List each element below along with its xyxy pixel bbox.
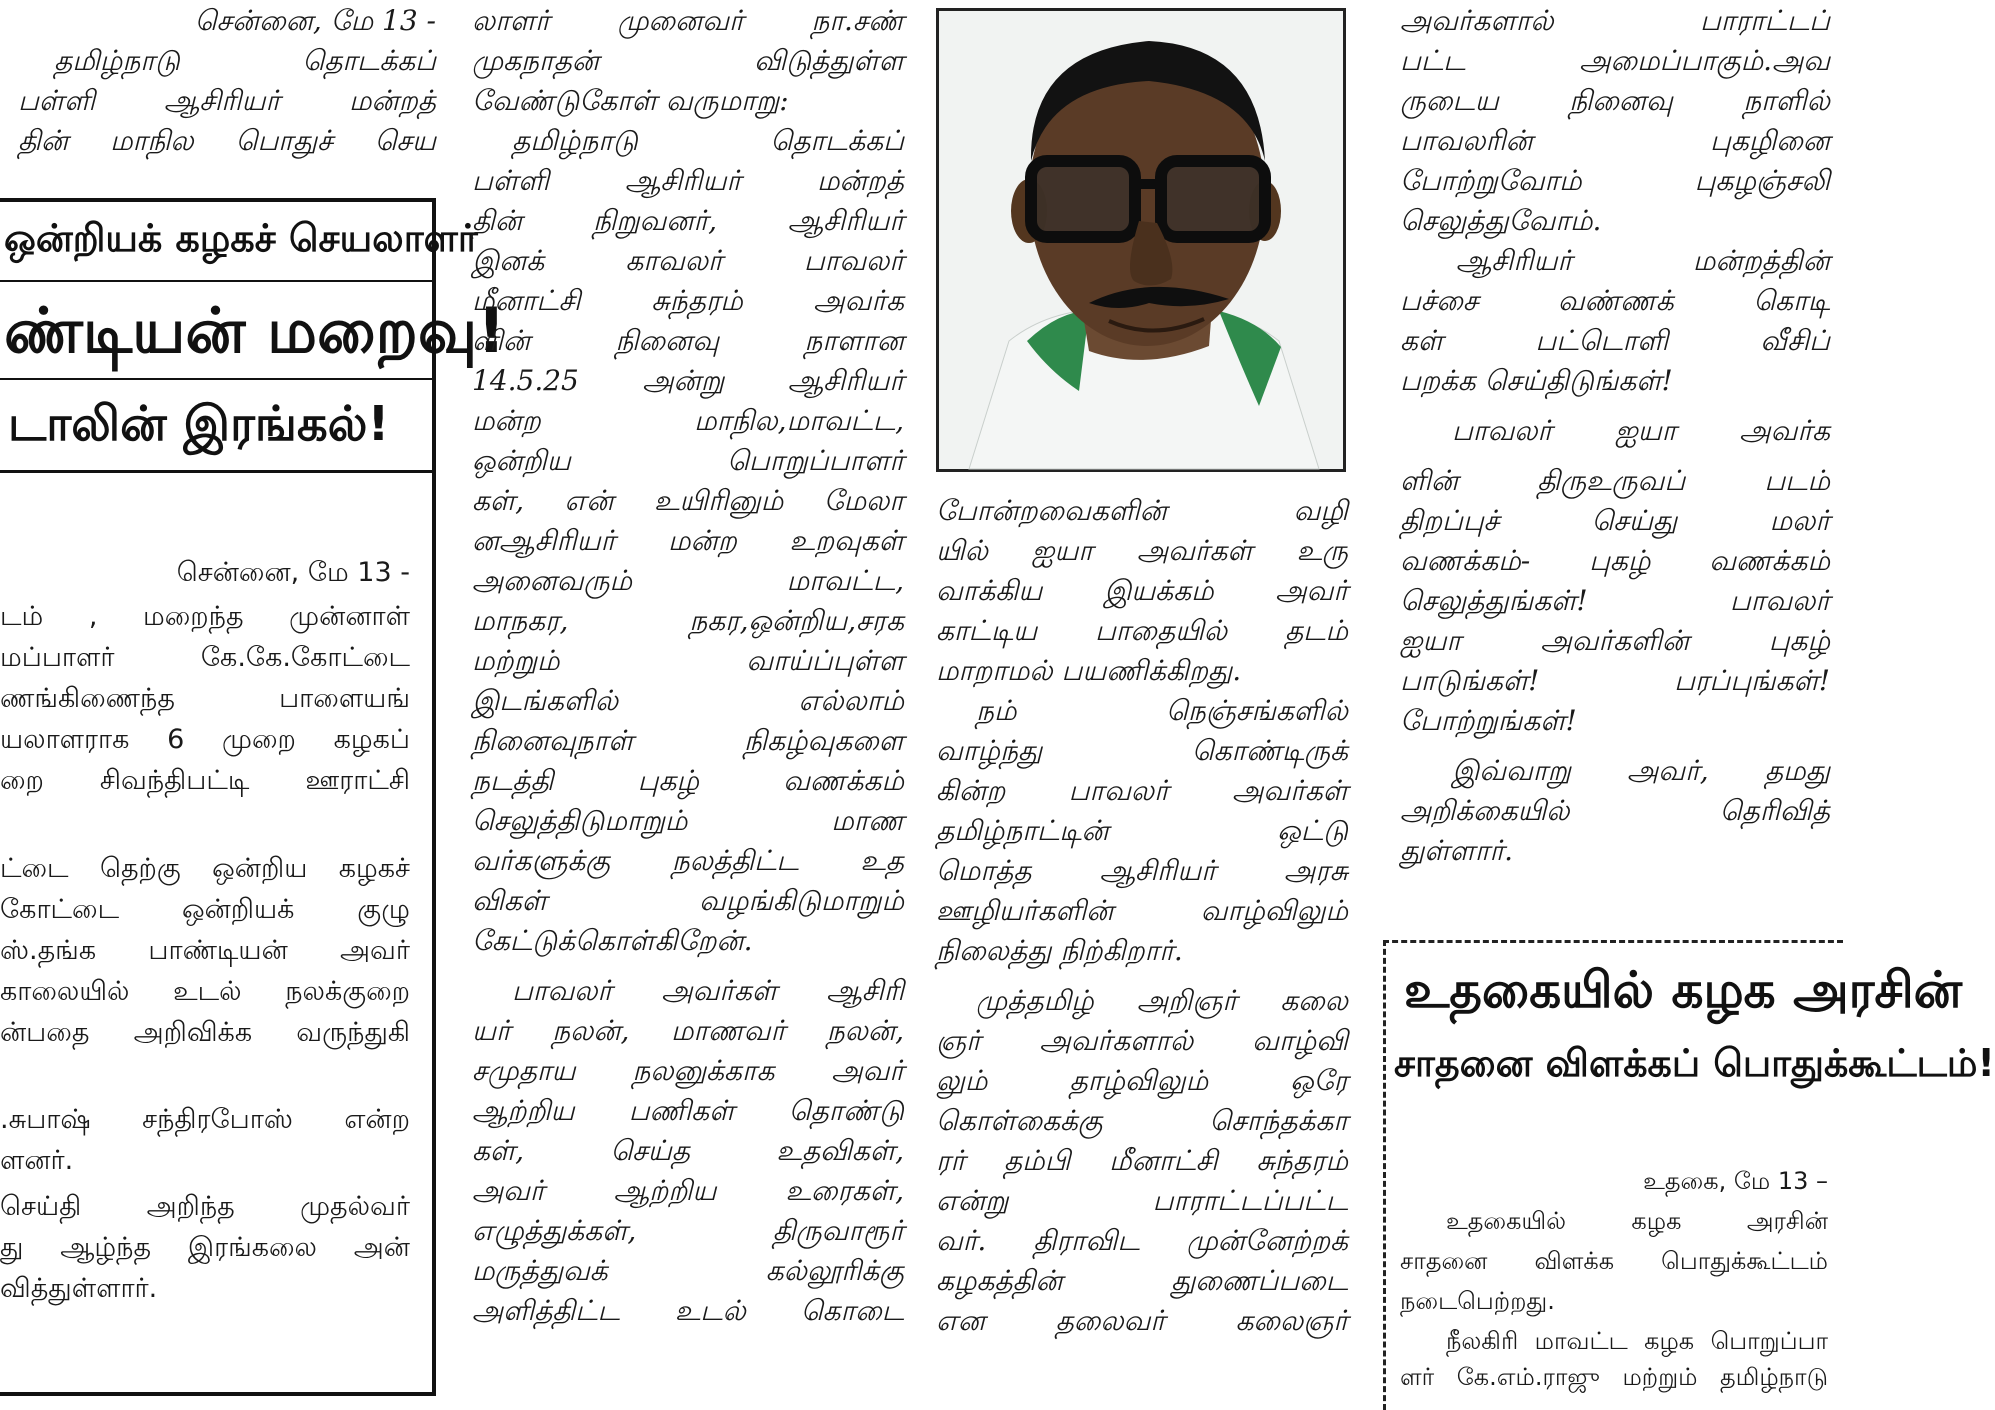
- text-line: தின் மாநில பொதுச் செய: [18, 124, 436, 157]
- text-line: தமிழ்நாடு தொடக்கப்: [512, 124, 904, 157]
- text-line: இவ்வாறு அவர், தமது: [1452, 754, 1830, 787]
- text-line: ரர் தம்பி மீனாட்சி சுந்தரம்: [936, 1144, 1348, 1177]
- text-line: செய்தி அறிந்த முதல்வர்: [0, 1191, 410, 1222]
- text-line: வேண்டுகோள் வருமாறு:: [472, 84, 789, 117]
- news-box-kicker: ஒன்றியக் கழகச் செயலாளர்: [4, 216, 478, 260]
- text-line: வித்துள்ளார்.: [0, 1273, 158, 1304]
- text-line: கழகத்தின் துணைப்படை: [936, 1264, 1348, 1297]
- text-line: ஆசிரியர் மன்றத்தின்: [1456, 244, 1830, 277]
- text-line: வாக்கிய இயக்கம் அவர்: [936, 574, 1348, 607]
- portrait-illustration: [939, 11, 1343, 469]
- text-line: தமிழ்நாடு தொடக்கப்: [54, 44, 436, 77]
- text-line: பறக்க செய்திடுங்கள்!: [1400, 364, 1673, 397]
- text-line: ஞர் அவர்களால் வாழ்வி: [936, 1024, 1348, 1057]
- news-box-subhead: டாலின் இரங்கல்!: [8, 396, 390, 452]
- text-line: முகநாதன் விடுத்துள்ள: [472, 44, 904, 77]
- text-line: கள், என் உயிரினும் மேலா: [472, 484, 904, 517]
- text-line: லாளர் முனைவர் நா.சண்: [472, 4, 904, 37]
- text-line: நிலைத்து நிற்கிறார்.: [936, 934, 1183, 967]
- text-line: அளித்திட்ட உடல் கொடை: [472, 1294, 904, 1327]
- text-line: ஐயா அவர்களின் புகழ்: [1400, 624, 1830, 657]
- text-line: வர். திராவிட முன்னேற்றக்: [936, 1224, 1348, 1257]
- text-line: மன்ற மாநில,மாவட்ட,: [472, 404, 904, 437]
- divider: [0, 470, 432, 473]
- text-line: ளர் கே.எம்.ராஜு மற்றும் தமிழ்நாடு: [1400, 1363, 1828, 1391]
- text-line: பள்ளி ஆசிரியர் மன்றத்: [18, 84, 436, 117]
- text-line: அவர்களால் பாராட்டப்: [1400, 4, 1830, 37]
- text-line: நினைவுநாள் நிகழ்வுகளை: [472, 724, 904, 757]
- text-line: நடத்தி புகழ் வணக்கம்: [472, 764, 904, 797]
- ooty-dateline: உதகை, மே 13 –: [1643, 1167, 1828, 1195]
- text-line: டம் , மறைந்த முன்னாள்: [0, 601, 410, 632]
- divider: [0, 280, 432, 282]
- text-line: ஊழியர்களின் வாழ்விலும்: [936, 894, 1348, 927]
- text-line: பாவலர் அவர்கள் ஆசிரி: [512, 974, 904, 1007]
- text-line: அறிக்கையில் தெரிவித்: [1400, 794, 1830, 827]
- text-line: காட்டிய பாதையில் தடம்: [936, 614, 1348, 647]
- text-line: பாடுங்கள்! பரப்புங்கள்!: [1400, 664, 1830, 697]
- text-line: சாதனை விளக்க பொதுக்கூட்டம்: [1400, 1247, 1828, 1275]
- text-line: .சுபாஷ் சந்திரபோஸ் என்ற: [0, 1104, 410, 1135]
- text-line: யில் ஐயா அவர்கள் உரு: [936, 534, 1348, 567]
- text-line: ட்டை தெற்கு ஒன்றிய கழகச்: [0, 853, 410, 884]
- text-line: பட்ட அமைப்பாகும்.அவ: [1400, 44, 1830, 77]
- text-line: 14.5.25 அன்று ஆசிரியர்: [472, 364, 904, 397]
- text-line: இடங்களில் எல்லாம்: [472, 684, 904, 717]
- news-box-headline: ண்டியன் மறைவு!: [4, 294, 506, 367]
- text-line: திறப்புச் செய்து மலர்: [1400, 504, 1830, 537]
- text-line: பச்சை வண்ணக் கொடி: [1400, 284, 1830, 317]
- dateline: சென்னை, மே 13 -: [194, 4, 436, 37]
- text-line: அனைவரும் மாவட்ட,: [472, 564, 904, 597]
- text-line: காலையில் உடல் நலக்குறை: [0, 976, 410, 1007]
- text-line: ன்பதை அறிவிக்க வருந்துகி: [0, 1017, 410, 1048]
- text-line: ணங்கிணைந்த பாளையங்: [0, 683, 410, 714]
- text-line: மீனாட்சி சுந்தரம் அவர்க: [472, 284, 904, 317]
- text-line: றை சிவந்திபட்டி ஊராட்சி: [0, 765, 410, 796]
- text-line: மருத்துவக் கல்லூரிக்கு: [472, 1254, 904, 1287]
- text-line: விகள் வழங்கிடுமாறும்: [472, 884, 904, 917]
- text-line: செலுத்திடுமாறும் மாண: [472, 804, 904, 837]
- text-line: இனக் காவலர் பாவலர்: [472, 244, 904, 277]
- text-line: உதகையில் கழக அரசின்: [1446, 1207, 1828, 1235]
- text-line: னஆசிரியர் மன்ற உறவுகள்: [472, 524, 904, 557]
- text-line: மற்றும் வாய்ப்புள்ள: [472, 644, 904, 677]
- text-line: பள்ளி ஆசிரியர் மன்றத்: [472, 164, 904, 197]
- text-line: ளின் திருஉருவப் படம்: [1400, 464, 1830, 497]
- text-line: போற்றுவோம் புகழஞ்சலி: [1400, 164, 1830, 197]
- text-line: தமிழ்நாட்டின் ஒட்டு: [936, 814, 1348, 847]
- text-line: துள்ளார்.: [1400, 834, 1513, 867]
- text-line: ஆற்றிய பணிகள் தொண்டு: [472, 1094, 904, 1127]
- text-line: கின்ற பாவலர் அவர்கள்: [936, 774, 1348, 807]
- text-line: செலுத்துங்கள்! பாவலர்: [1400, 584, 1830, 617]
- text-line: பாவலர் ஐயா அவர்க: [1452, 414, 1830, 447]
- text-line: ஸ்.தங்க பாண்டியன் அவர்: [0, 935, 410, 966]
- text-line: து ஆழ்ந்த இரங்கலை அன்: [0, 1232, 410, 1263]
- text-line: நம் நெஞ்சங்களில்: [976, 694, 1348, 727]
- divider: [0, 378, 432, 380]
- portrait-photo: [936, 8, 1346, 472]
- text-line: நடைபெற்றது.: [1400, 1287, 1555, 1315]
- ooty-headline-1: உதகையில் கழக அரசின்: [1404, 961, 1963, 1019]
- text-line: அவர் ஆற்றிய உரைகள்,: [472, 1174, 904, 1207]
- text-line: மொத்த ஆசிரியர் அரசு: [936, 854, 1348, 887]
- text-line: கேட்டுக்கொள்கிறேன்.: [472, 924, 753, 957]
- text-line: ளனர்.: [0, 1145, 74, 1176]
- text-line: செலுத்துவோம்.: [1400, 204, 1602, 237]
- text-line: தின் நிறுவனர், ஆசிரியர்: [472, 204, 904, 237]
- text-line: முத்தமிழ் அறிஞர் கலை: [976, 984, 1348, 1017]
- text-line: மாறாமல் பயணிக்கிறது.: [936, 654, 1242, 687]
- text-line: கள் பட்டொளி வீசிப்: [1400, 324, 1830, 357]
- text-line: யலாளராக 6 முறை கழகப்: [0, 724, 410, 755]
- text-line: வர்களுக்கு நலத்திட்ட உத: [472, 844, 904, 877]
- text-line: ஒன்றிய பொறுப்பாளர்: [472, 444, 904, 477]
- text-line: கொள்கைக்கு சொந்தக்கா: [936, 1104, 1348, 1137]
- text-line: யர் நலன், மாணவர் நலன்,: [472, 1014, 904, 1047]
- text-line: வணக்கம்- புகழ் வணக்கம்: [1400, 544, 1830, 577]
- ooty-headline-2: சாதனை விளக்கப் பொதுக்கூட்டம்!: [1394, 1041, 1995, 1085]
- text-line: என தலைவர் கலைஞர்: [936, 1304, 1348, 1337]
- text-line: நீலகிரி மாவட்ட கழக பொறுப்பா: [1446, 1327, 1828, 1355]
- text-line: பாவலரின் புகழினை: [1400, 124, 1830, 157]
- text-line: சமுதாய நலனுக்காக அவர்: [472, 1054, 904, 1087]
- text-line: ளின் நினைவு நாளான: [472, 324, 904, 357]
- text-line: எழுத்துக்கள், திருவாரூர்: [472, 1214, 904, 1247]
- text-line: லும் தாழ்விலும் ஒரே: [936, 1064, 1348, 1097]
- text-line: என்று பாராட்டப்பட்ட: [936, 1184, 1348, 1217]
- text-line: வாழ்ந்து கொண்டிருக்: [936, 734, 1348, 767]
- text-line: ருடைய நினைவு நாளில்: [1400, 84, 1830, 117]
- text-line: மப்பாளர் கே.கே.கோட்டை: [0, 642, 410, 673]
- text-line: கோட்டை ஒன்றியக் குழு: [0, 894, 410, 925]
- text-line: போன்றவைகளின் வழி: [936, 494, 1348, 527]
- news-box-dateline: சென்னை, மே 13 -: [176, 557, 410, 588]
- text-line: கள், செய்த உதவிகள்,: [472, 1134, 904, 1167]
- text-line: போற்றுங்கள்!: [1400, 704, 1577, 737]
- text-line: மாநகர, நகர,ஒன்றிய,சரக: [472, 604, 904, 637]
